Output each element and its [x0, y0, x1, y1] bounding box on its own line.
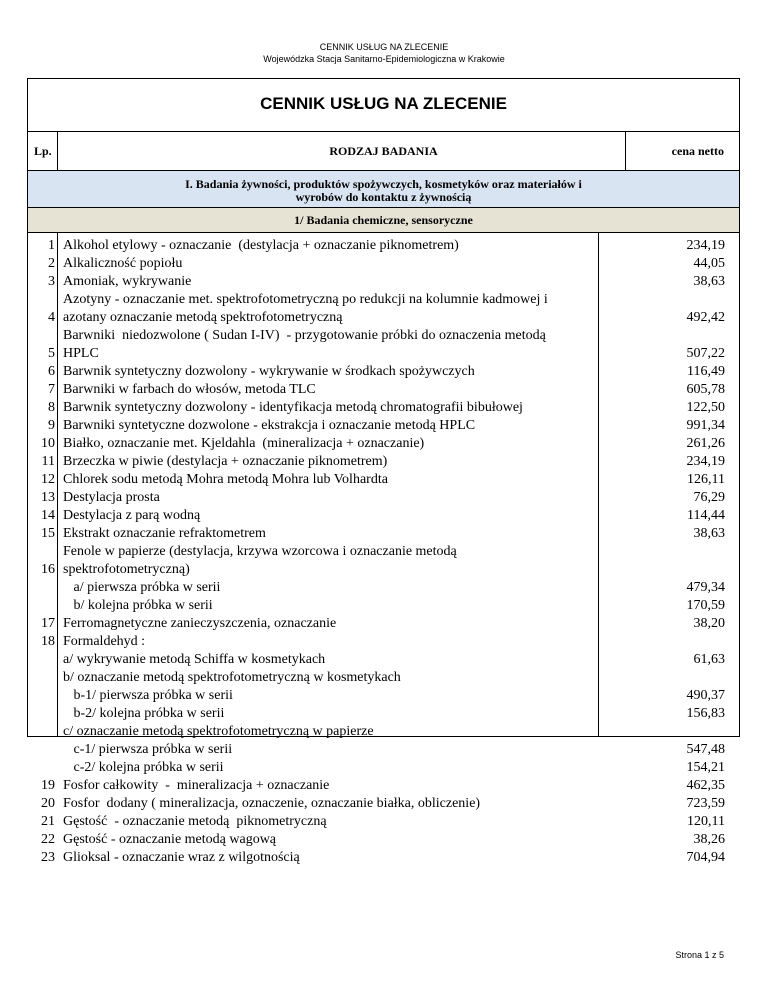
- row-description: Chlorek sodu metodą Mohra metodą Mohra lub Volhardta: [63, 472, 388, 487]
- row-price: 61,63: [693, 652, 725, 667]
- row-price: 156,83: [686, 706, 725, 721]
- column-header-cena: cena netto: [671, 144, 724, 158]
- row-price: 38,26: [693, 832, 725, 847]
- row-price: 547,48: [686, 742, 725, 757]
- table-row: [28, 237, 739, 255]
- table-row: [28, 363, 739, 381]
- table-row: [28, 291, 739, 309]
- row-description: Alkaliczność popiołu: [63, 256, 183, 271]
- table-row: [28, 507, 739, 525]
- row-price: 120,11: [687, 814, 725, 829]
- table-row: [28, 597, 739, 615]
- row-description: Barwnik syntetyczny dozwolony - identyfikacja metodą chromatografii bibułowej: [63, 400, 523, 415]
- row-number: 18: [41, 634, 55, 649]
- page-header-subtitle: Wojewódzka Stacja Sanitarno-Epidemiologiczna w Krakowie: [263, 54, 505, 64]
- row-number: 8: [48, 400, 55, 415]
- row-description: Barwnik syntetyczny dozwolony - wykrywanie w środkach spożywczych: [63, 364, 475, 379]
- row-number: 22: [41, 832, 55, 847]
- table-row: [28, 417, 739, 435]
- row-description: Brzeczka w piwie (destylacja + oznaczanie piknometrem): [63, 454, 388, 469]
- row-price: 126,11: [687, 472, 725, 487]
- row-number: 13: [41, 490, 55, 505]
- row-description: b/ oznaczanie metodą spektrofotometryczną w kosmetykach: [63, 670, 401, 685]
- row-number: 20: [41, 796, 55, 811]
- row-price: 507,22: [686, 346, 725, 361]
- row-number: 3: [48, 274, 55, 289]
- row-price: 114,44: [687, 508, 725, 523]
- row-description: Ekstrakt oznaczanie refraktometrem: [63, 526, 266, 541]
- table-row: [28, 705, 739, 723]
- table-row: [28, 759, 739, 777]
- row-description: Ferromagnetyczne zanieczyszczenia, oznaczanie: [63, 616, 337, 631]
- section-heading-line2: wyrobów do kontaktu z żywnością: [295, 190, 472, 204]
- row-number: 15: [41, 526, 55, 541]
- row-number: 16: [41, 562, 55, 577]
- row-price: 261,26: [686, 436, 725, 451]
- price-table: [27, 232, 740, 865]
- table-row: [28, 255, 739, 273]
- column-header-lp: Lp.: [34, 144, 52, 158]
- table-row: [28, 489, 739, 507]
- row-description: Alkohol etylowy - oznaczanie (destylacja + oznaczanie piknometrem): [63, 238, 459, 253]
- row-description: Azotyny - oznaczanie met. spektrofotometryczną po redukcji na kolumnie kadmowej i: [63, 292, 548, 307]
- row-description: azotany oznaczanie metodą spektrofotometryczną: [63, 310, 343, 325]
- row-description: Gęstość - oznaczanie metodą wagową: [63, 832, 277, 847]
- row-description: Gęstość - oznaczanie metodą piknometryczną: [63, 814, 327, 829]
- row-description: b/ kolejna próbka w serii: [63, 598, 213, 613]
- table-row: [28, 849, 739, 867]
- row-number: 6: [48, 364, 55, 379]
- row-number: 2: [48, 256, 55, 271]
- row-number: 4: [48, 310, 55, 325]
- table-row: [28, 813, 739, 831]
- table-row: [28, 687, 739, 705]
- row-number: 7: [48, 382, 55, 397]
- row-price: 116,49: [687, 364, 725, 379]
- row-description: Fosfor dodany ( mineralizacja, oznaczenie, oznaczanie białka, obliczenie): [63, 796, 481, 811]
- table-row: [28, 435, 739, 453]
- row-description: Destylacja prosta: [63, 490, 160, 505]
- row-number: 17: [41, 616, 55, 631]
- row-description: c-1/ pierwsza próbka w serii: [63, 742, 233, 757]
- row-description: c/ oznaczanie metodą spektrofotometryczną w papierze: [63, 724, 374, 739]
- row-number: 19: [41, 778, 55, 793]
- row-description: Barwniki syntetyczne dozwolone - ekstrakcja i oznaczanie metodą HPLC: [63, 418, 476, 433]
- row-number: 5: [48, 346, 55, 361]
- row-description: b-2/ kolejna próbka w serii: [63, 706, 225, 721]
- row-price: 991,34: [686, 418, 725, 433]
- title-box: [27, 78, 740, 132]
- row-description: Glioksal - oznaczanie wraz z wilgotnością: [63, 850, 300, 865]
- row-price: 76,29: [693, 490, 725, 505]
- table-row: [28, 831, 739, 849]
- row-price: 704,94: [686, 850, 725, 865]
- table-row: [28, 741, 739, 759]
- column-header-rodzaj: RODZAJ BADANIA: [329, 144, 438, 158]
- row-number: 1: [48, 238, 55, 253]
- row-price: 462,35: [686, 778, 725, 793]
- row-description: b-1/ pierwsza próbka w serii: [63, 688, 233, 703]
- table-row: [28, 345, 739, 363]
- section-heading-line1: I. Badania żywności, produktów spożywczych, kosmetyków oraz materiałów i: [185, 177, 582, 191]
- row-price: 154,21: [686, 760, 725, 775]
- row-description: spektrofotometryczną): [63, 562, 190, 577]
- row-price: 234,19: [686, 454, 725, 469]
- row-description: HPLC: [63, 346, 99, 361]
- row-price: 605,78: [686, 382, 725, 397]
- row-number: 23: [41, 850, 55, 865]
- row-number: 11: [41, 454, 55, 469]
- table-row: [28, 525, 739, 543]
- page-header-title: CENNIK USŁUG NA ZLECENIE: [319, 42, 449, 52]
- table-row: [28, 633, 739, 651]
- table-row: [28, 327, 739, 345]
- row-price: 38,63: [693, 526, 725, 541]
- row-description: a/ pierwsza próbka w serii: [63, 580, 221, 595]
- table-row: [28, 273, 739, 291]
- row-number: 14: [41, 508, 55, 523]
- column-header-row: [27, 131, 740, 171]
- row-price: 723,59: [686, 796, 725, 811]
- table-row: [28, 669, 739, 687]
- row-description: Barwniki w farbach do włosów, metoda TLC: [63, 382, 316, 397]
- row-description: c-2/ kolejna próbka w serii: [63, 760, 224, 775]
- table-row: [28, 561, 739, 579]
- table-row: [28, 543, 739, 561]
- table-row: [28, 381, 739, 399]
- row-price: 38,63: [693, 274, 725, 289]
- row-price: 479,34: [686, 580, 725, 595]
- table-row: [28, 795, 739, 813]
- table-row: [28, 615, 739, 633]
- row-description: a/ wykrywanie metodą Schiffa w kosmetykach: [63, 652, 326, 667]
- row-price: 234,19: [686, 238, 725, 253]
- row-price: 492,42: [686, 310, 725, 325]
- row-number: 9: [48, 418, 55, 433]
- table-row: [28, 723, 739, 741]
- row-description: Białko, oznaczanie met. Kjeldahla (mineralizacja + oznaczanie): [63, 436, 425, 451]
- row-price: 44,05: [693, 256, 725, 271]
- page-number: Strona 1 z 5: [675, 950, 724, 960]
- table-row: [28, 579, 739, 597]
- document-title: CENNIK USŁUG NA ZLECENIE: [260, 94, 507, 113]
- row-description: Amoniak, wykrywanie: [63, 274, 192, 289]
- section-heading: [27, 170, 740, 208]
- subsection-heading: 1/ Badania chemiczne, sensoryczne: [27, 207, 740, 233]
- table-row: [28, 777, 739, 795]
- table-row: [28, 651, 739, 669]
- table-row: [28, 309, 739, 327]
- row-number: 10: [41, 436, 55, 451]
- row-description: Fenole w papierze (destylacja, krzywa wzorcowa i oznaczanie metodą: [63, 544, 457, 559]
- row-description: Barwniki niedozwolone ( Sudan I-IV) - przygotowanie próbki do oznaczenia metodą: [63, 328, 546, 343]
- row-description: Formaldehyd :: [63, 634, 146, 649]
- table-row: [28, 399, 739, 417]
- row-number: 21: [41, 814, 55, 829]
- row-price: 170,59: [686, 598, 725, 613]
- row-description: Fosfor całkowity - mineralizacja + oznaczanie: [63, 778, 330, 793]
- row-price: 490,37: [686, 688, 725, 703]
- row-description: Destylacja z parą wodną: [63, 508, 201, 523]
- row-number: 12: [41, 472, 55, 487]
- row-price: 38,20: [693, 616, 725, 631]
- table-row: [28, 471, 739, 489]
- row-price: 122,50: [686, 400, 725, 415]
- table-row: [28, 453, 739, 471]
